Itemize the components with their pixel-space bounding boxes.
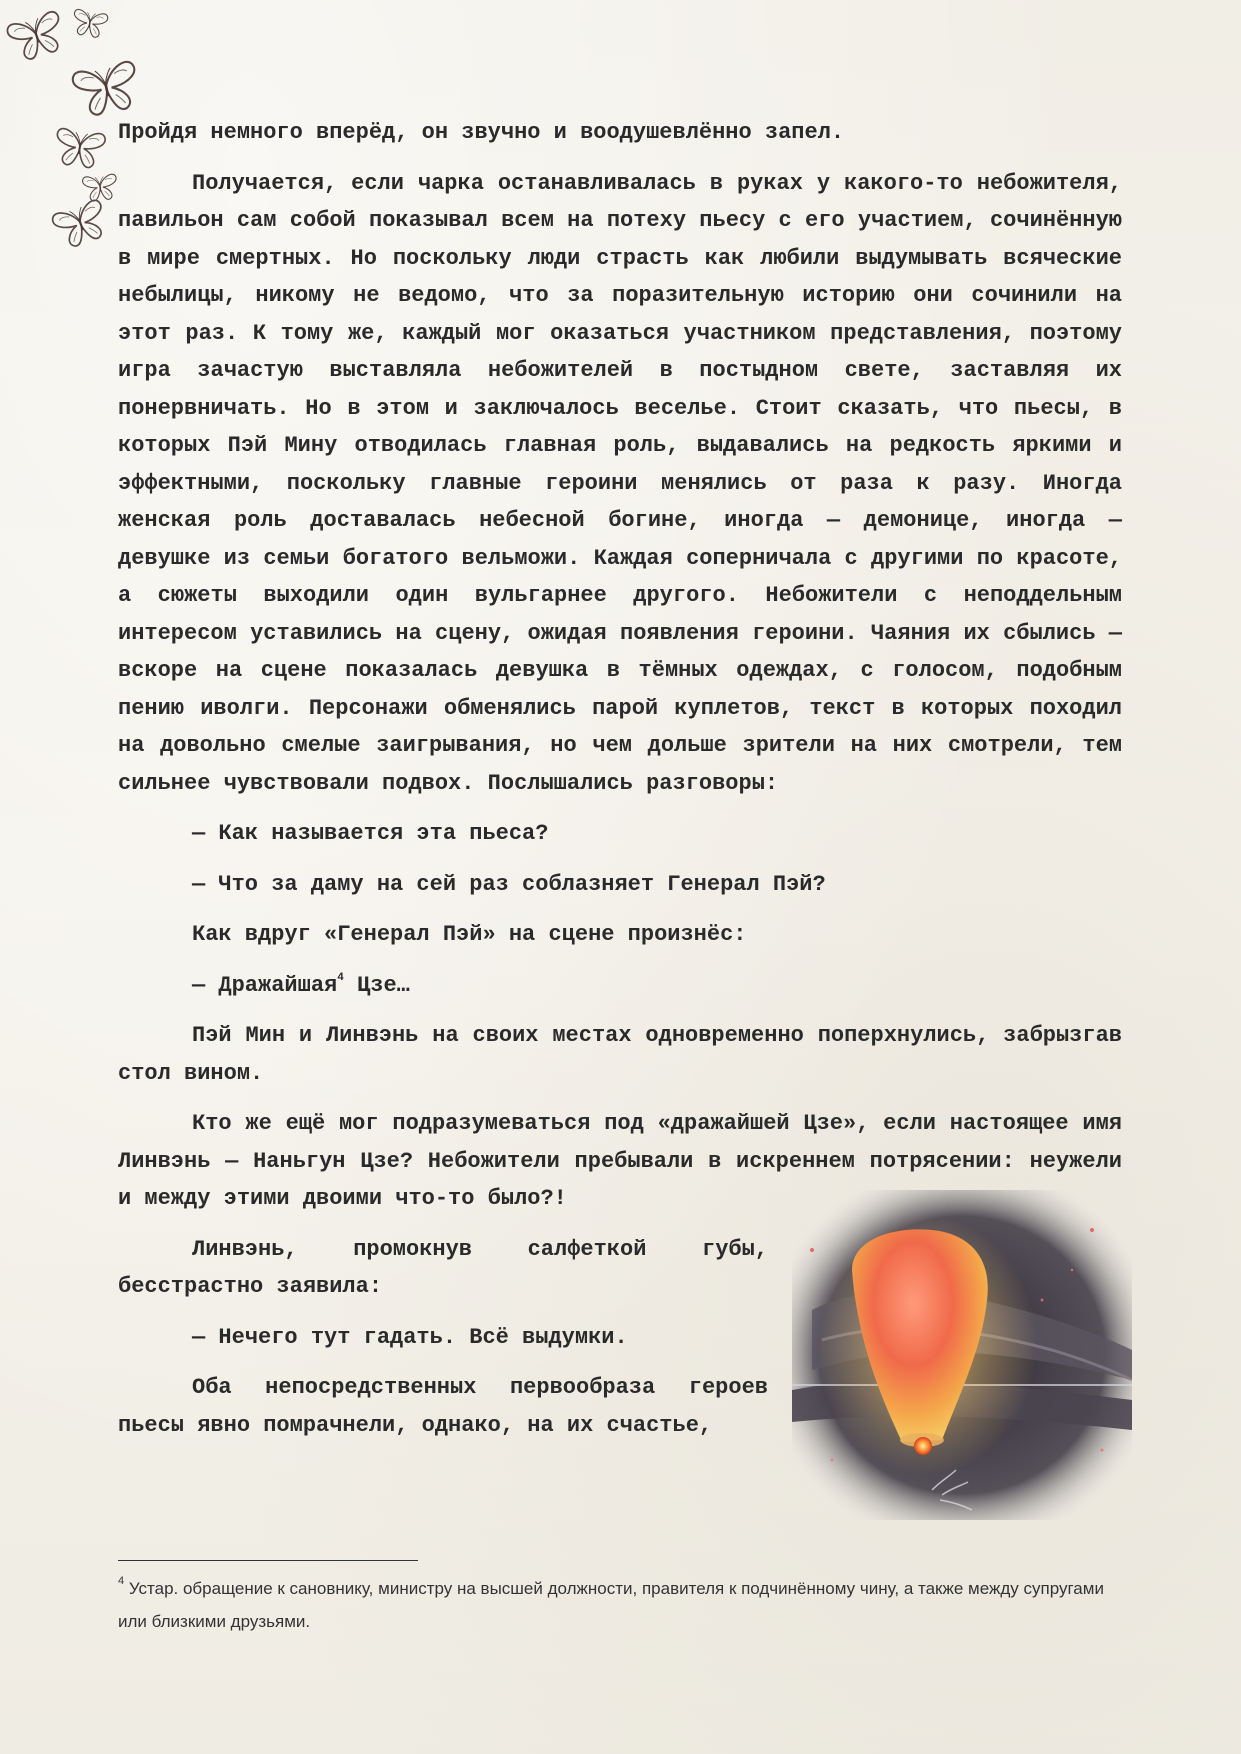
butterfly-icon — [82, 174, 118, 202]
paragraph: Кто же ещё мог подразумеваться под «дражайшей Цзе», если настоящее имя Линвэнь — Наньгун Цзе? Небожители пребывали в искреннем потрясении: неужели и между этими двоими что-то было?! — [118, 1111, 1122, 1211]
paragraph: Линвэнь, промокнув салфеткой губы, бесстрастно заявила: — [118, 1236, 768, 1299]
dialogue-text: — Дражайшая — [192, 972, 338, 998]
footnote-text: Устар. обращение к сановнику, министру на высшей должности, правителя к подчинённому чину, а также между супругами или близкими друзьями. — [118, 1579, 1104, 1631]
sky-lantern-illustration — [792, 1190, 1132, 1520]
paragraph: Оба непосредственных первообраза героев пьесы явно помрачнели, однако, на их счастье, — [118, 1375, 768, 1438]
dialogue-line: — Как называется эта пьеса? — [192, 821, 549, 846]
dialogue-line: — Нечего тут гадать. Всё выдумки. — [192, 1324, 628, 1350]
footnote-number: 4 — [118, 1575, 125, 1588]
butterfly-icon — [53, 128, 106, 170]
butterfly-icon — [51, 199, 111, 251]
dialogue-line — [118, 967, 1122, 1005]
footnote — [118, 1572, 1122, 1638]
butterfly-icon — [71, 60, 142, 118]
dialogue-text: Цзе… — [357, 972, 410, 998]
butterfly-icon — [71, 9, 108, 39]
footnote-divider — [118, 1560, 418, 1561]
paragraph: Получается, если чарка останавливалась в руках у какого-то небожителя, павильон сам собой показывал всем на потеху пьесу с его участием, сочинённую в мире смертных. Но поскольку люди страсть как любили выдумывать всяческие небылицы, никому не ведомо, что за поразительную историю они сочинили на этот раз. К тому же, каждый мог оказаться участником представления, поэтому игра зачастую выставляла небожителей в постыдном свете, заставляя их понервничать. Но в этом и заключалось веселье. Стоит сказать, что пьесы, в которых Пэй Мину отводилась главная роль, выдавались на редкость яркими и эффектными, поскольку главные героини менялись от раза к разу. Иногда женская роль доставалась небесной богине, иногда — демонице, иногда — девушке из семьи богатого вельможи. Каждая соперничала с другими по красоте, а сюжеты выходили один вульгарнее другого. Небожители с неподдельным интересом уставились на сцену, ожидая появления героини. Чаяния их сбылись — вскоре на сцене показалась девушка в тёмных одеждах, с голосом, подобным пению иволги. Персонажи обменялись парой куплетов, текст в которых походил на довольно смелые заигрывания, но чем дольше зрители на них смотрели, тем сильнее чувствовали подвох. Послышались разговоры: — [118, 170, 1122, 796]
paragraph: Пройдя немного вперёд, он звучно и воодушевлённо запел. — [118, 120, 845, 145]
footnote-marker[interactable]: 4 — [337, 972, 344, 985]
paragraph: Пэй Мин и Линвэнь на своих местах одновременно поперхнулись, забрызгав стол вином. — [118, 1023, 1122, 1086]
paragraph: Как вдруг «Генерал Пэй» на сцене произнёс: — [192, 922, 747, 947]
dialogue-line: — Что за даму на сей раз соблазняет Генерал Пэй? — [192, 871, 826, 897]
butterfly-icon — [6, 10, 68, 63]
